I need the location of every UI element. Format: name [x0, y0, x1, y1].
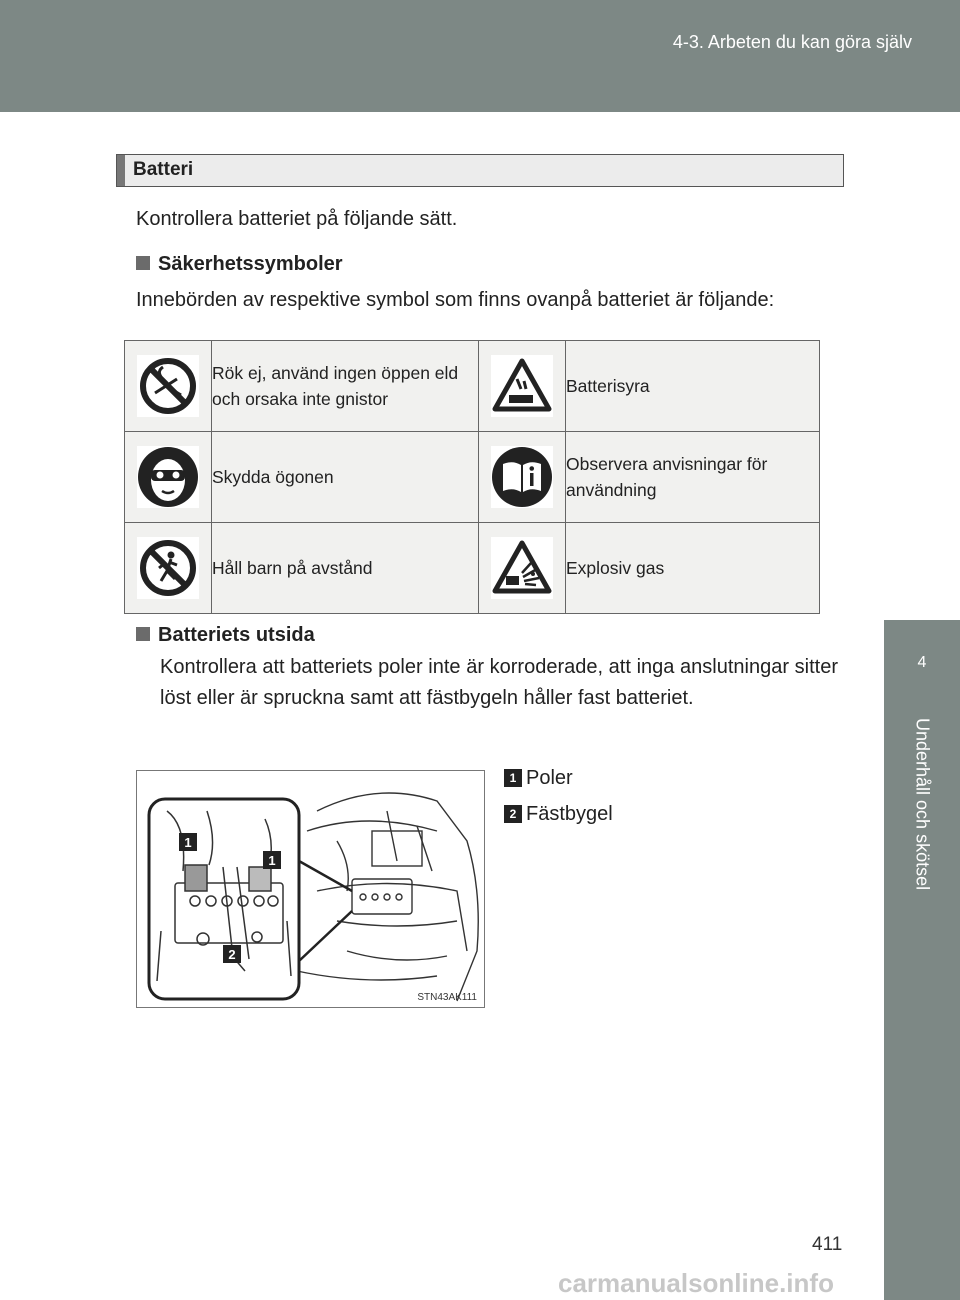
chapter-label-text: Underhåll och skötsel: [912, 718, 933, 891]
table-row: [125, 523, 820, 614]
battery-illustration: [136, 770, 485, 1008]
keep-children-away-icon: [137, 537, 199, 599]
figure-code: STN43AK111: [417, 992, 477, 1003]
section-heading-bar: [117, 155, 125, 186]
watermark: carmanualsonline.info: [558, 1268, 834, 1298]
no-smoking-cell: [125, 341, 212, 432]
symbol-label: Explosiv gas: [566, 523, 820, 614]
eye-protection-cell: [125, 432, 212, 523]
intro-text: Kontrollera batteriet på följande sätt.: [136, 208, 458, 230]
table-row: [125, 341, 820, 432]
svg-text:1: 1: [268, 853, 276, 868]
eye-protection-icon: [137, 446, 199, 508]
symbol-label: Håll barn på avstånd: [212, 523, 479, 614]
svg-text:1: 1: [184, 835, 192, 850]
safety-text: Innebörden av respektive symbol som finns ovanpå batteriet är följande:: [136, 289, 775, 311]
keep-children-away-cell: [125, 523, 212, 614]
square-bullet-icon: [136, 256, 150, 270]
explosive-gas-icon: [491, 537, 553, 599]
page-number: 411: [812, 1234, 843, 1255]
exterior-heading-text: Batteriets utsida: [158, 624, 315, 646]
symbol-label: Skydda ögonen: [212, 432, 479, 523]
battery-acid-cell: [479, 341, 566, 432]
safety-symbol-table: [124, 340, 820, 614]
engine-bay-drawing: [137, 771, 484, 1007]
section-title: Batteri: [133, 159, 194, 180]
exterior-text: Kontrollera att batteriets poler inte är korroderade, att inga anslutningar sitter löst eller är spruckna samt att fästbygeln håller fast batteriet.: [160, 656, 838, 709]
callout-badge: 1: [504, 769, 522, 787]
symbol-label: Batterisyra: [566, 341, 820, 432]
callout-label: Fästbygel: [526, 803, 613, 825]
instructions-icon: [491, 446, 553, 508]
symbol-label: Observera anvisningar för användning: [566, 432, 820, 523]
no-smoking-icon: [137, 355, 199, 417]
callout-badge: 2: [504, 805, 522, 823]
chapter-tab: [884, 620, 960, 712]
explosive-gas-cell: [479, 523, 566, 614]
callout-label: Poler: [526, 767, 573, 789]
instructions-cell: [479, 432, 566, 523]
chapter-number: 4: [917, 654, 927, 671]
callout-poles: [504, 767, 573, 790]
safety-heading-text: Säkerhetssymboler: [158, 253, 343, 275]
safety-heading: [136, 253, 343, 276]
header-section-title: 4-3. Arbeten du kan göra själv: [672, 32, 912, 52]
page-header: [0, 0, 960, 112]
table-row: [125, 432, 820, 523]
symbol-label: Rök ej, använd ingen öppen eld och orsaka inte gnistor: [212, 341, 479, 432]
chapter-label: [884, 712, 960, 952]
section-heading-box: [116, 154, 844, 187]
square-bullet-icon: [136, 627, 150, 641]
svg-text:2: 2: [228, 947, 236, 962]
battery-acid-icon: [491, 355, 553, 417]
callout-bracket: [504, 803, 613, 826]
exterior-heading: [136, 624, 315, 647]
